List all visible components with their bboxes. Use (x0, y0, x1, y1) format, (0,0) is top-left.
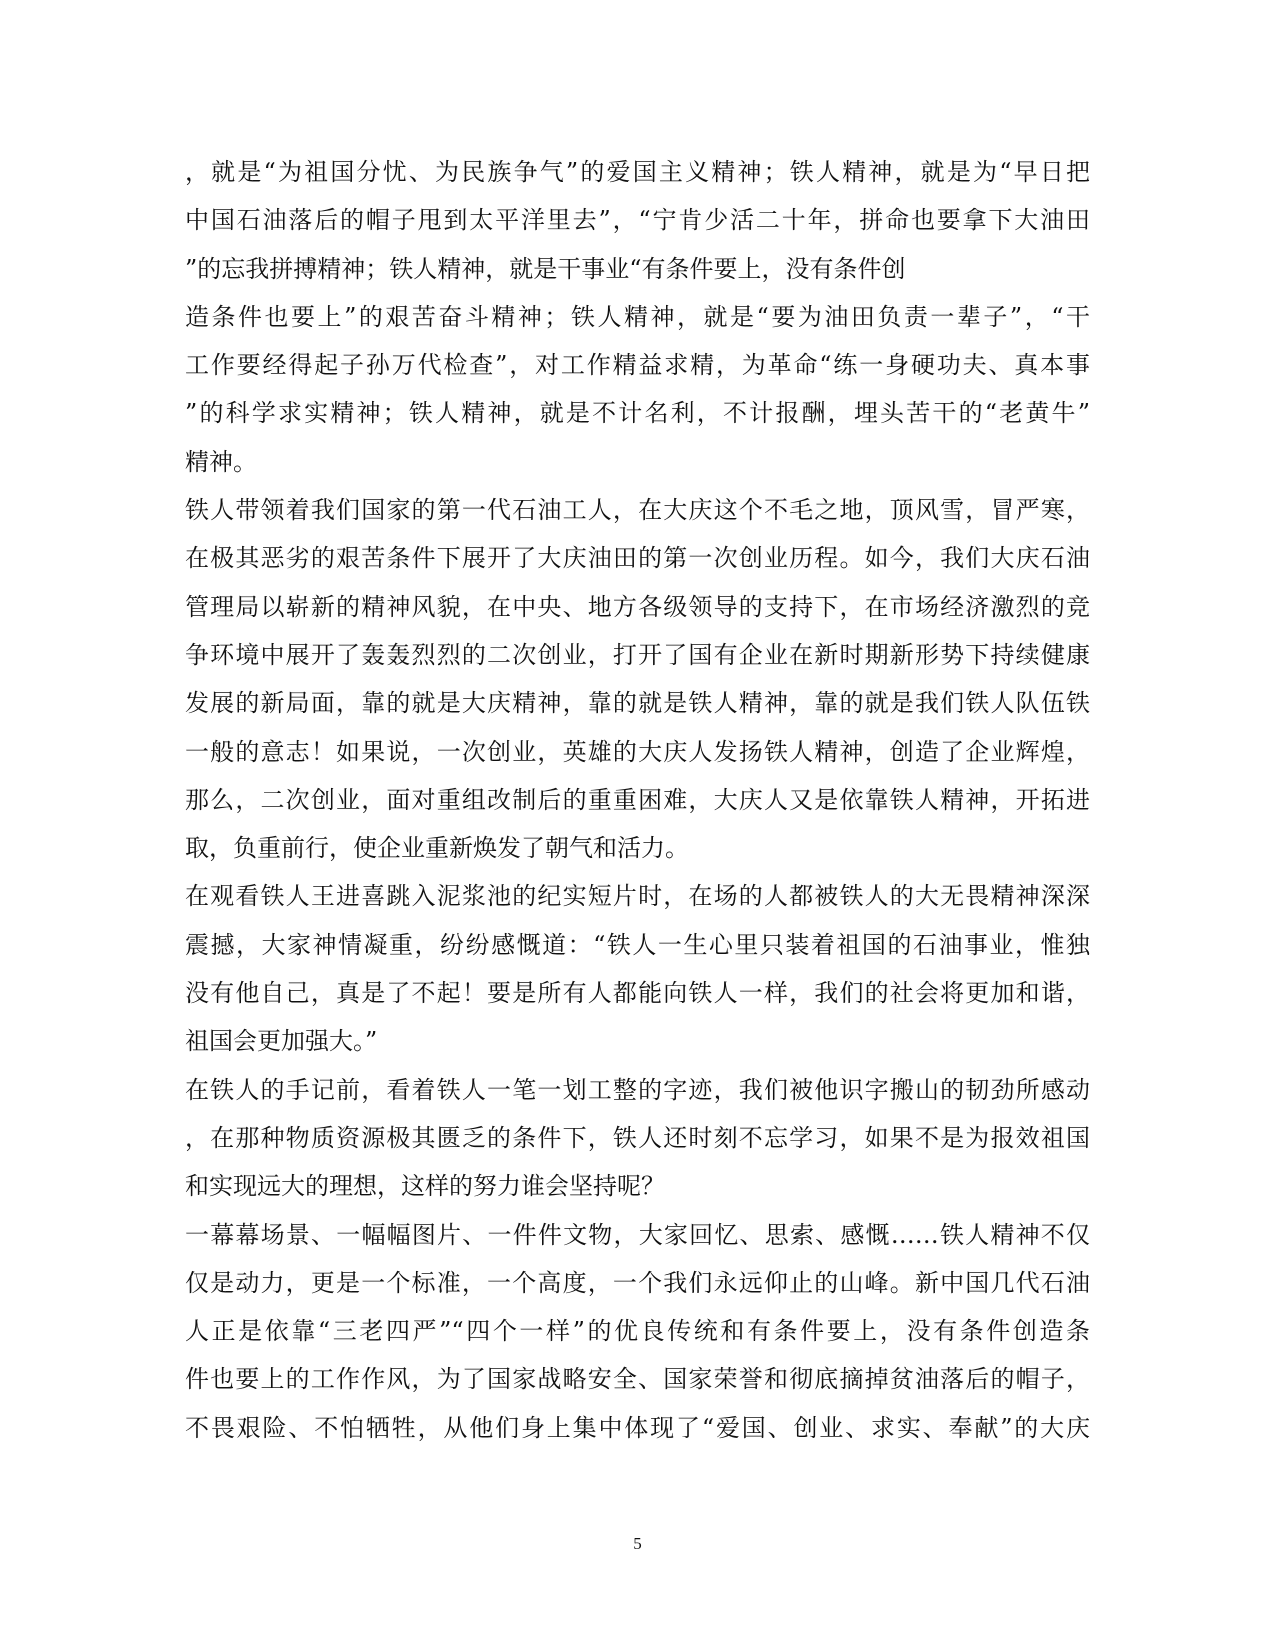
text-line: 中国石油落后的帽子甩到太平洋里去”，“宁肯少活二十年，拼命也要拿下大油田 (185, 206, 1090, 235)
text-line: 仅是动力，更是一个标准，一个高度，一个我们永远仰止的山峰。新中国几代石油 (185, 1268, 1090, 1297)
text-line: 争环境中展开了轰轰烈烈的二次创业，打开了国有企业在新时期新形势下持续健康 (185, 640, 1090, 669)
page-number: 5 (633, 1534, 642, 1553)
text-line: 祖国会更加强大。” (185, 1027, 378, 1056)
text-line: ，在那种物质资源极其匮乏的条件下，铁人还时刻不忘学习，如果不是为报效祖国 (185, 1123, 1090, 1152)
text-line: 一幕幕场景、一幅幅图片、一件件文物，大家回忆、思索、感慨……铁人精神不仅 (185, 1220, 1090, 1249)
text-line: 那么，二次创业，面对重组改制后的重重困难，大庆人又是依靠铁人精神，开拓进 (185, 785, 1090, 814)
text-line: ”的科学求实精神；铁人精神，就是不计名利，不计报酬，埋头苦干的“老黄牛” (185, 399, 1090, 428)
text-line: 和实现远大的理想，这样的努力谁会坚持呢？ (185, 1172, 665, 1201)
text-line: 震撼，大家神情凝重，纷纷感慨道：“铁人一生心里只装着祖国的石油事业，惟独 (185, 930, 1090, 959)
text-line: 没有他自己，真是了不起！要是所有人都能向铁人一样，我们的社会将更加和谐， (185, 979, 1090, 1008)
text-line: 造条件也要上”的艰苦奋斗精神；铁人精神，就是“要为油田负责一辈子”，“干 (185, 302, 1090, 331)
text-line: ”的忘我拼搏精神；铁人精神，就是干事业“有条件要上，没有条件创 (185, 254, 906, 283)
text-line: ，就是“为祖国分忧、为民族争气”的爱国主义精神；铁人精神，就是为“早日把 (185, 158, 1090, 186)
text-line: 在极其恶劣的艰苦条件下展开了大庆油田的第一次创业历程。如今，我们大庆石油 (185, 544, 1090, 573)
text-line: 管理局以崭新的精神风貌，在中央、地方各级领导的支持下，在市场经济激烈的竞 (185, 592, 1090, 621)
text-line: 件也要上的工作作风，为了国家战略安全、国家荣誉和彻底摘掉贫油落后的帽子， (185, 1365, 1090, 1394)
text-line: 工作要经得起子孙万代检查”，对工作精益求精，为革命“练一身硬功夫、真本事 (185, 351, 1090, 380)
text-line: 在铁人的手记前，看着铁人一笔一划工整的字迹，我们被他识字搬山的韧劲所感动 (185, 1075, 1090, 1104)
text-line: 发展的新局面，靠的就是大庆精神，靠的就是铁人精神，靠的就是我们铁人队伍铁 (185, 689, 1090, 718)
text-line: 在观看铁人王进喜跳入泥浆池的纪实短片时，在场的人都被铁人的大无畏精神深深 (185, 882, 1090, 911)
body-text (185, 148, 1090, 1452)
text-line: 取，负重前行，使企业重新焕发了朝气和活力。 (185, 834, 689, 863)
text-line: 不畏艰险、不怕牺牲，从他们身上集中体现了“爱国、创业、求实、奉献”的大庆 (185, 1413, 1090, 1442)
text-line: 一般的意志！如果说，一次创业，英雄的大庆人发扬铁人精神，创造了企业辉煌， (185, 737, 1090, 766)
text-line: 精神。 (185, 447, 257, 476)
text-line: 人正是依靠“三老四严”“四个一样”的优良传统和有条件要上，没有条件创造条 (185, 1317, 1090, 1346)
text-line: 铁人带领着我们国家的第一代石油工人，在大庆这个不毛之地，顶风雪，冒严寒， (185, 496, 1090, 525)
